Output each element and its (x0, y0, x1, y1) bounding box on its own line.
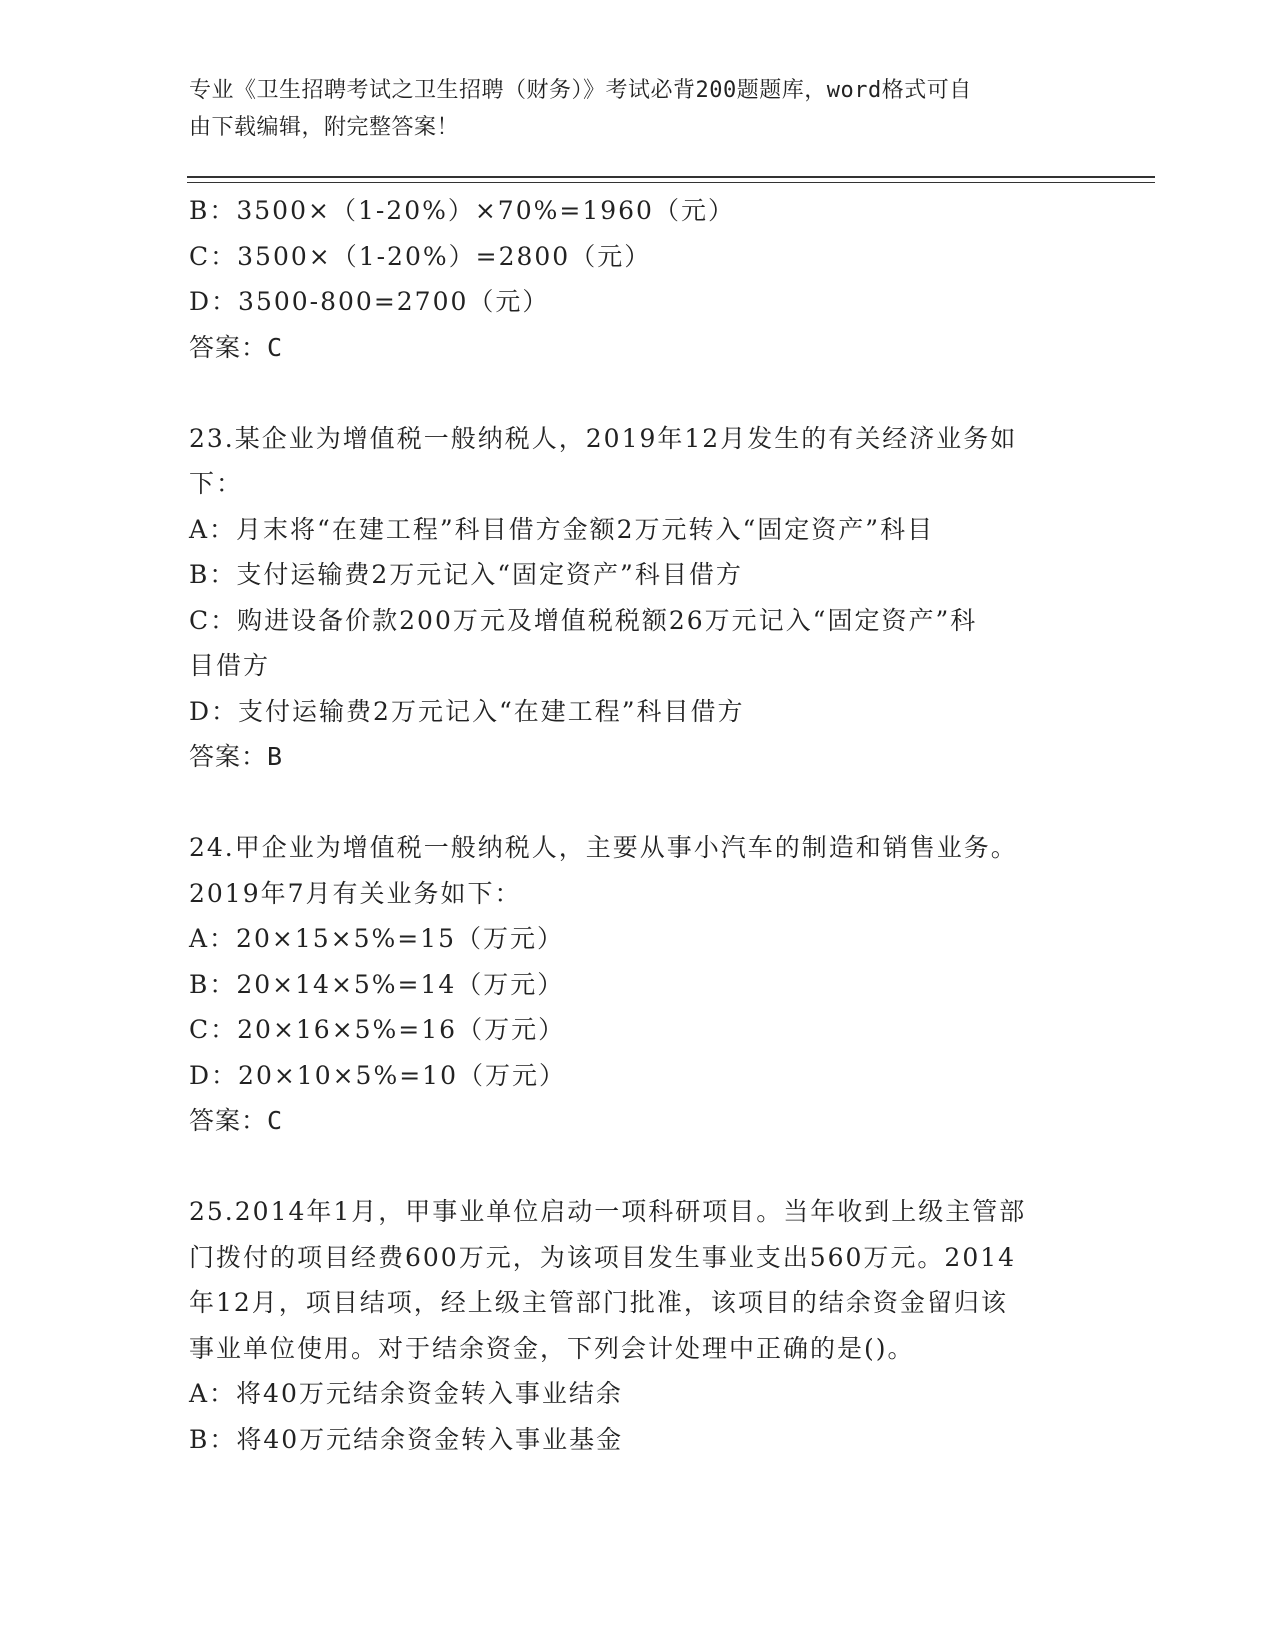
option-line: A：月末将“在建工程”科目借方金额2万元转入“固定资产”科目 (189, 514, 935, 544)
option-line: C：20×16×5%=16（万元） (189, 1015, 566, 1044)
header-divider-thick (187, 176, 1155, 178)
option-line: A：将40万元结余资金转入事业结余 (189, 1379, 623, 1408)
question-text: 门拨付的项目经费600万元，为该项目发生事业支出560万元。2014 (189, 1242, 1017, 1272)
question-block (189, 188, 1089, 370)
option-line: B：20×14×5%=14（万元） (189, 969, 565, 999)
block-spacer (189, 780, 1089, 826)
answer-line: 答案：C (189, 332, 284, 362)
option-line: A：20×15×5%=15（万元） (189, 924, 564, 953)
option-line: D：20×10×5%=10（万元） (189, 1060, 566, 1090)
option-line: 目借方 (189, 651, 271, 680)
question-content (189, 188, 1089, 1462)
question-text: 年12月，项目结项，经上级主管部门批准，该项目的结余资金留归该 (189, 1288, 1008, 1317)
question-block (189, 1189, 1089, 1462)
header-divider-thin (187, 182, 1155, 183)
answer-line: 答案：C (189, 1106, 284, 1135)
answer-line: 答案：B (189, 742, 284, 771)
block-spacer (189, 1144, 1089, 1190)
question-block (189, 825, 1089, 1144)
question-text: 下： (189, 469, 244, 498)
question-text: 事业单位使用。对于结余资金，下列会计处理中正确的是()。 (189, 1333, 915, 1363)
question-text: 2019年7月有关业务如下： (189, 878, 522, 908)
option-line: D：支付运输费2万元记入“在建工程”科目借方 (189, 696, 745, 726)
header-line-1: 专业《卫生招聘考试之卫生招聘（财务）》考试必背200题题库，word格式可自 (189, 78, 972, 103)
question-text: 23.某企业为增值税一般纳税人，2019年12月发生的有关经济业务如 (189, 423, 1018, 453)
option-line: B：3500×（1-20%）×70%=1960（元） (189, 196, 735, 225)
header-line-2: 由下载编辑，附完整答案！ (189, 115, 460, 140)
question-block (189, 416, 1089, 780)
question-text: 24.甲企业为增值税一般纳税人，主要从事小汽车的制造和销售业务。 (189, 833, 1018, 862)
option-line: D：3500-800=2700（元） (189, 287, 550, 316)
question-text: 25.2014年1月，甲事业单位启动一项科研项目。当年收到上级主管部 (189, 1197, 1027, 1226)
option-line: C：购进设备价款200万元及增值税税额26万元记入“固定资产”科 (189, 605, 978, 635)
option-line: B：将40万元结余资金转入事业基金 (189, 1424, 624, 1454)
block-spacer (189, 370, 1089, 416)
option-line: C：3500×（1-20%）=2800（元） (189, 241, 652, 271)
document-header (189, 72, 1089, 146)
option-line: B：支付运输费2万元记入“固定资产”科目借方 (189, 560, 743, 589)
